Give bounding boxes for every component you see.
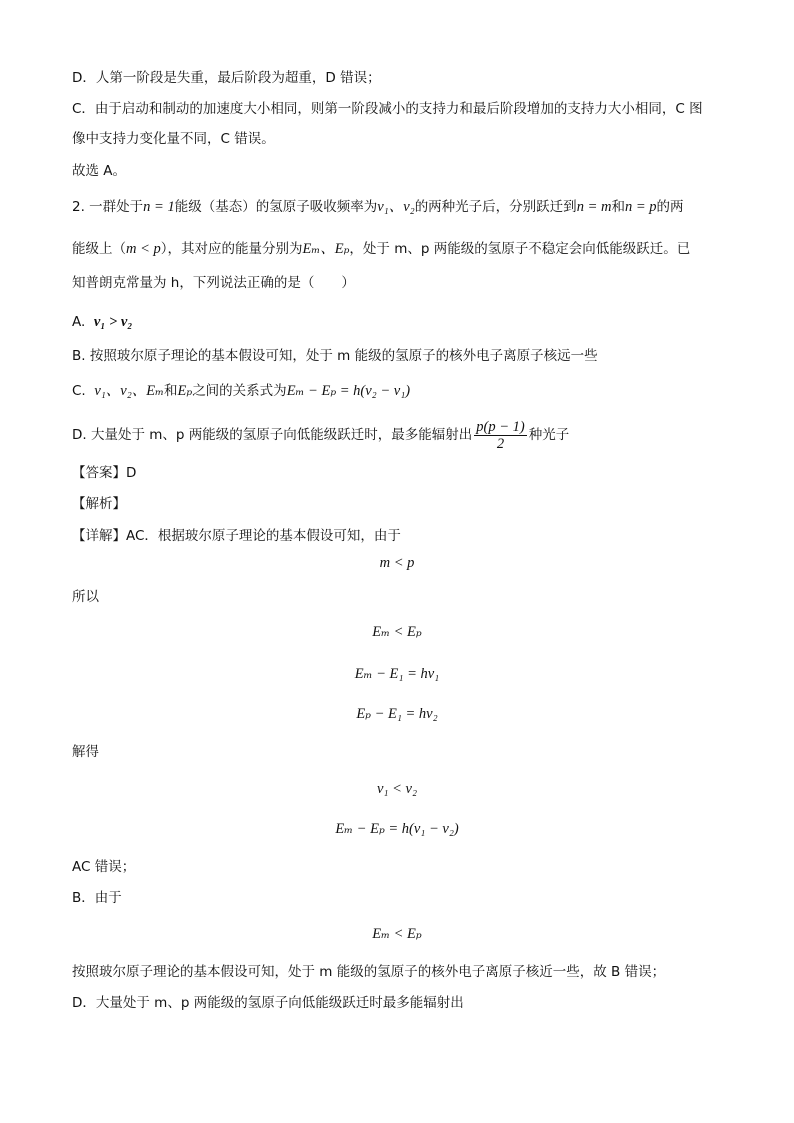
math-inline: Eₘ、Eₚ bbox=[302, 241, 350, 257]
text-line: 按照玻尔原子理论的基本假设可知，处于 m 能级的氢原子的核外电子离原子核近一些，故 B 错误； bbox=[72, 964, 666, 980]
text-line: D．人第一阶段是失重，最后阶段为超重，D 错误； bbox=[72, 70, 381, 86]
question-stem-line: 知普朗克常量为 h，下列说法正确的是（ ） bbox=[72, 275, 355, 291]
detail-line: 【详解】AC．根据玻尔原子理论的基本假设可知，由于 bbox=[72, 528, 401, 544]
equation: Eₘ < Eₚ bbox=[372, 624, 422, 640]
text-line: 故选 A。 bbox=[72, 163, 127, 179]
text-line: C．由于启动和制动的加速度大小相同，则第一阶段减小的支持力和最后阶段增加的支持力大小相同，C 图 bbox=[72, 101, 703, 117]
answer-value: D bbox=[126, 465, 137, 481]
detail-label: 【详解】 bbox=[72, 528, 126, 544]
text-line: B．由于 bbox=[72, 890, 122, 906]
equation: Eₘ − E₁ = hν₁ bbox=[354, 666, 440, 682]
equation: ν₁ < ν₂ bbox=[377, 781, 417, 797]
question-stem-line: 2. 一群处于n = 1能级（基态）的氢原子吸收频率为ν₁、ν₂的两种光子后，分别跃迁到n = m和n = p的两 bbox=[72, 199, 684, 215]
text-line: 解得 bbox=[72, 744, 99, 760]
option-b: B. 按照玻尔原子理论的基本假设可知，处于 m 能级的氢原子的核外电子离原子核远一些 bbox=[72, 348, 598, 364]
text-line: 像中支持力变化量不同，C 错误。 bbox=[72, 131, 275, 147]
math-inline: Eₘ − Eₚ = h(ν₂ − ν₁) bbox=[286, 383, 411, 399]
math-inline: ν₁、ν₂ bbox=[377, 199, 415, 215]
answer-line bbox=[72, 463, 136, 483]
equation: m < p bbox=[379, 555, 415, 571]
math-inline: n = m bbox=[576, 199, 612, 215]
equation: Eₘ < Eₚ bbox=[372, 926, 422, 942]
option-a: A. ν₁ > ν₂ bbox=[72, 314, 133, 330]
math-inline: Eₚ bbox=[177, 383, 193, 399]
equation: Eₚ − E₁ = hν₂ bbox=[356, 706, 438, 722]
answer-label: 【答案】 bbox=[72, 465, 126, 481]
equation: Eₘ − Eₚ = h(ν₁ − ν₂) bbox=[335, 821, 459, 837]
option-d: D. 大量处于 m、p 两能级的氢原子向低能级跃迁时，最多能辐射出 $\frac{p(p - 1)}{2}$ 种光子 bbox=[72, 418, 570, 452]
fraction: $\frac{p(p - 1)}{2}$ bbox=[476, 418, 525, 452]
analysis-label: 【解析】 bbox=[72, 496, 126, 512]
math-inline: n = 1 bbox=[143, 199, 175, 215]
text-line: AC 错误； bbox=[72, 859, 136, 875]
math-inline: n = p bbox=[624, 199, 657, 215]
question-stem-line: 能级上（m < p），其对应的能量分别为Eₘ、Eₚ，处于 m、p 两能级的氢原子不稳定会向低能级跃迁。已 bbox=[72, 241, 691, 257]
math-inline: ν₁、ν₂、Eₘ bbox=[94, 383, 165, 399]
math-inline: ν₁ > ν₂ bbox=[93, 314, 133, 330]
text-line: 所以 bbox=[72, 589, 99, 605]
option-c: C. ν₁、ν₂、Eₘ和Eₚ之间的关系式为Eₘ − Eₚ = h(ν₂ − ν₁) bbox=[72, 383, 411, 399]
math-inline: m < p bbox=[126, 241, 161, 257]
text-line: D．大量处于 m、p 两能级的氢原子向低能级跃迁时最多能辐射出 bbox=[72, 995, 464, 1011]
